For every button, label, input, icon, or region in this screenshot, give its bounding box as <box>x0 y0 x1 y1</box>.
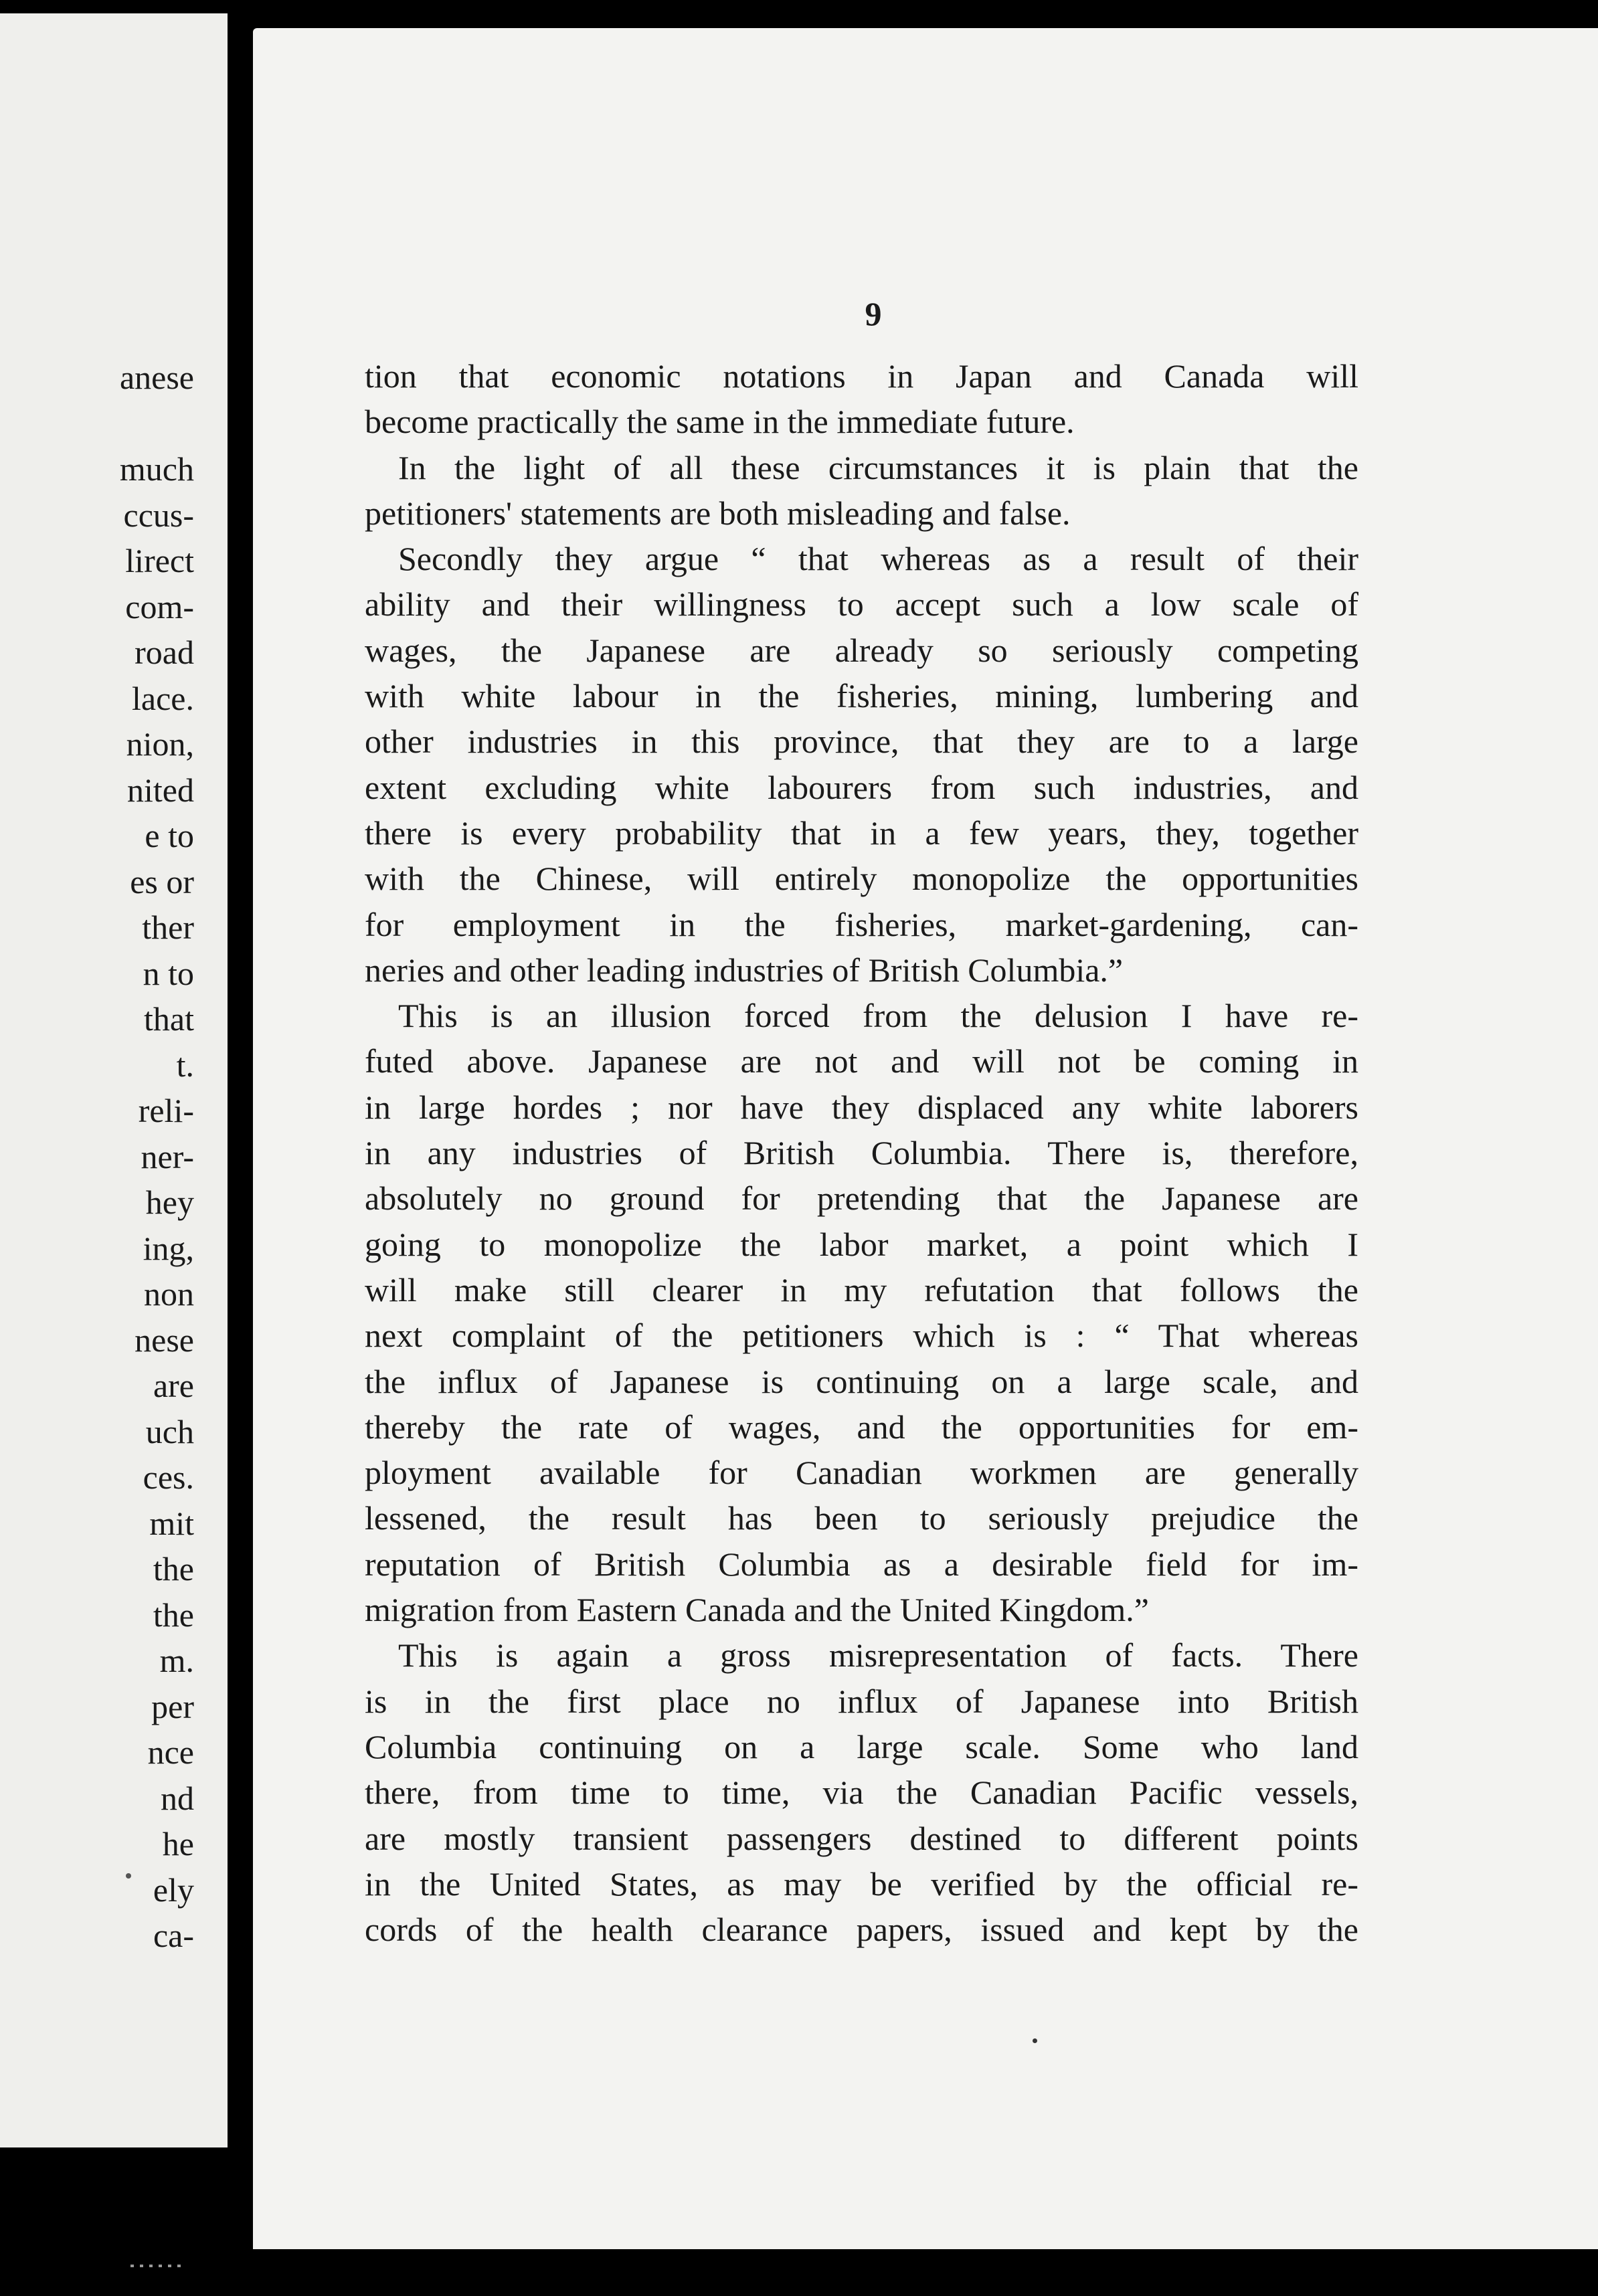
text-line: are mostly transient passengers destined to different points <box>365 1819 1358 1857</box>
text-line: there is every probability that in a few years, they, together <box>365 814 1358 852</box>
left-page-line: reli- <box>138 1092 194 1129</box>
left-page-line: nd <box>161 1779 194 1817</box>
left-page-line: uch <box>145 1412 194 1450</box>
left-page-text-fragments <box>120 355 194 1959</box>
text-line: other industries in this province, that they are to a large <box>365 723 1358 761</box>
text-line: going to monopolize the labor market, a point which I <box>365 1225 1358 1263</box>
text-line: lessened, the result has been to seriously prejudice the <box>365 1499 1358 1537</box>
text-line: petitioners' statements are both misleading and false. <box>365 494 1071 532</box>
left-page-line: ccus- <box>123 496 194 534</box>
book-gutter <box>228 0 254 2296</box>
left-page-line: e to <box>145 817 194 854</box>
text-line: there, from time to time, via the Canadian Pacific vessels, <box>365 1774 1358 1812</box>
left-page-line: the <box>153 1596 194 1634</box>
text-line: futed above. Japanese are not and will not be coming in <box>365 1042 1358 1080</box>
left-page-line: hey <box>145 1183 194 1221</box>
page-speck <box>126 1873 131 1879</box>
left-page-line: the <box>153 1550 194 1588</box>
text-line: in the United States, as may be verified by the official re- <box>365 1864 1358 1903</box>
left-page-line: non <box>144 1275 194 1313</box>
text-line: ability and their willingness to accept such a low scale of <box>365 585 1358 624</box>
text-line: thereby the rate of wages, and the opportunities for em- <box>365 1408 1358 1446</box>
text-line: tion that economic notations in Japan and Canada will <box>365 357 1358 395</box>
text-line: neries and other leading industries of British Columbia.” <box>365 951 1124 989</box>
left-page-line: nese <box>135 1321 194 1359</box>
left-page-line: ner- <box>141 1137 194 1175</box>
left-page-line: lace. <box>132 679 194 717</box>
left-page-line: ely <box>153 1871 194 1909</box>
scan-artifact <box>130 2265 184 2267</box>
text-line: Columbia continuing on a large scale. Some who land <box>365 1727 1358 1765</box>
left-page-line: nce <box>147 1733 194 1771</box>
left-page-line: t. <box>176 1046 194 1084</box>
left-page-line: anese <box>119 359 194 396</box>
body-text <box>365 353 1358 1952</box>
text-line: is in the first place no influx of Japanese into British <box>365 1682 1358 1720</box>
left-page-line: mit <box>149 1504 194 1542</box>
left-page-line: n to <box>143 954 194 992</box>
text-line: absolutely no ground for pretending that the Japanese are <box>365 1179 1358 1218</box>
left-page-line: es or <box>130 862 194 900</box>
text-line: extent excluding white labourers from such industries, and <box>365 768 1358 806</box>
text-line: next complaint of the petitioners which is : “ That whereas <box>365 1317 1358 1355</box>
left-page-line: nion, <box>126 725 194 763</box>
text-line: ployment available for Canadian workmen are generally <box>365 1454 1358 1492</box>
text-line: wages, the Japanese are already so seriously competing <box>365 631 1358 669</box>
text-line: This is again a gross misrepresentation of facts. There <box>398 1636 1358 1675</box>
left-page-line: ca- <box>153 1917 194 1954</box>
left-page-line: m. <box>159 1642 194 1679</box>
left-page-line: he <box>162 1825 194 1862</box>
text-line: in any industries of British Columbia. There is, therefore, <box>365 1134 1358 1172</box>
left-page-line: lirect <box>125 542 194 579</box>
page-speck <box>1033 2038 1037 2043</box>
text-line: cords of the health clearance papers, issued and kept by the <box>365 1911 1358 1949</box>
text-line: become practically the same in the immediate future. <box>365 403 1075 441</box>
left-page-line: ther <box>142 908 194 946</box>
text-line: reputation of British Columbia as a desirable field for im- <box>365 1545 1358 1583</box>
left-page-line: per <box>151 1687 194 1725</box>
text-line: migration from Eastern Canada and the United Kingdom.” <box>365 1591 1149 1629</box>
text-line: In the light of all these circumstances it is plain that the <box>398 448 1358 486</box>
left-page-line: that <box>144 1000 194 1038</box>
left-page-line: nited <box>127 771 194 809</box>
text-line: Secondly they argue “ that whereas as a result of their <box>398 540 1358 578</box>
text-line: with the Chinese, will entirely monopolize the opportunities <box>365 860 1358 898</box>
left-page-line: com- <box>125 587 194 626</box>
left-facing-page <box>0 13 228 2147</box>
text-line: will make still clearer in my refutation that follows the <box>365 1270 1358 1309</box>
left-page-line: much <box>119 450 194 488</box>
text-line: the influx of Japanese is continuing on a large scale, and <box>365 1362 1358 1400</box>
text-line: with white labour in the fisheries, mining, lumbering and <box>365 677 1358 715</box>
text-line: This is an illusion forced from the delusion I have re- <box>398 997 1358 1035</box>
left-page-line: road <box>135 634 194 671</box>
left-page-line: are <box>153 1367 194 1404</box>
left-page-line <box>120 401 194 447</box>
text-line: in large hordes ; nor have they displaced any white laborers <box>365 1088 1358 1126</box>
page-number: 9 <box>865 295 882 332</box>
left-page-line: ces. <box>143 1458 194 1496</box>
text-line: for employment in the fisheries, market-gardening, can- <box>365 905 1358 943</box>
left-page-line: ing, <box>143 1229 194 1267</box>
